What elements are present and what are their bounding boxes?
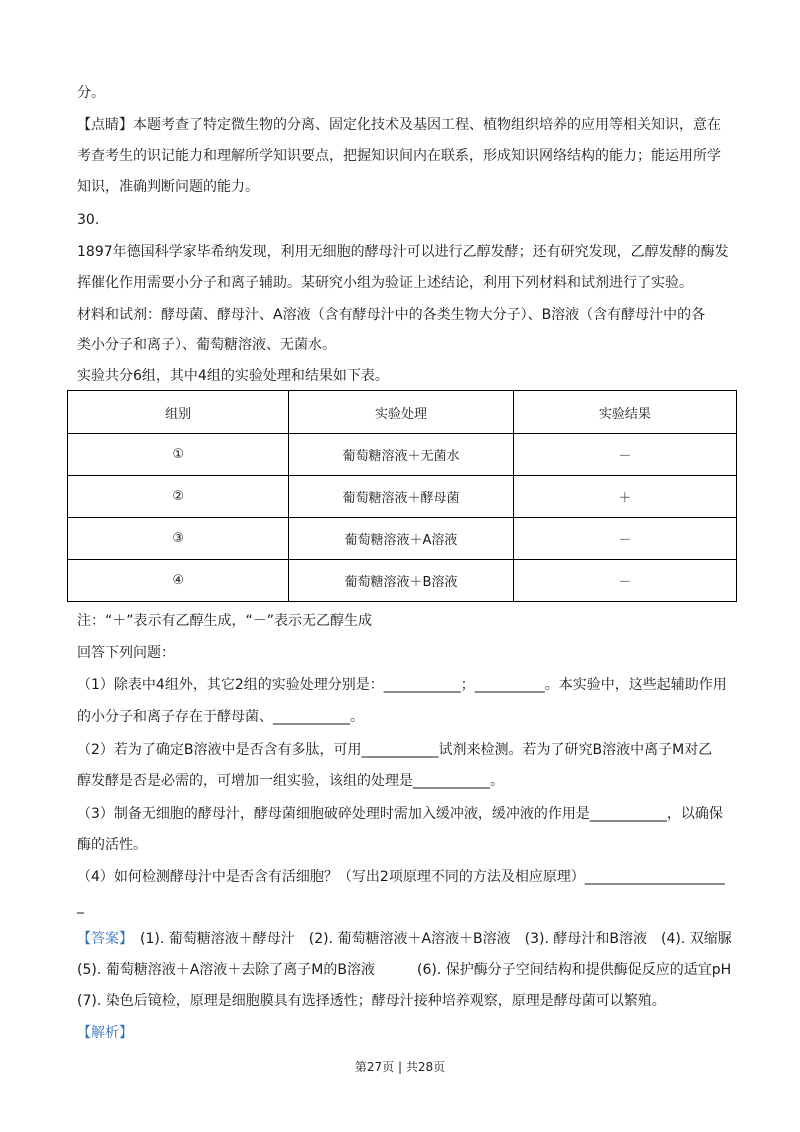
- cell-treatment: 葡萄糖溶液＋A溶液: [289, 518, 513, 560]
- materials-line-1: 材料和试剂：酵母菌、酵母汁、A溶液（含有酵母汁中的各类生物大分子）、B溶液（含有酵母汁中的各: [77, 307, 706, 323]
- subquestion-1-line-1: （1）除表中4组外，其它2组的实验处理分别是：___________；__________。本实验中，这些起辅助作用: [77, 677, 727, 693]
- subquestion-2-line-2: 醇发酵是否是必需的，可增加一组实验，该组的处理是___________。: [77, 773, 504, 789]
- line-1: 分。: [77, 85, 105, 101]
- table-row: [68, 560, 737, 602]
- dianjing-tag: 【点睛】: [77, 117, 133, 133]
- subquestion-2-line-1: （2）若为了确定B溶液中是否含有多肽，可用___________试剂来检测。若为了研究B溶液中离子M对乙: [77, 742, 713, 758]
- cell-group: ③: [68, 518, 289, 560]
- cell-group: ①: [68, 434, 289, 476]
- subquestion-3-line-2: 酶的活性。: [77, 837, 147, 853]
- table-row: [68, 434, 737, 476]
- cell-result: －: [513, 560, 736, 602]
- table-row: [68, 518, 737, 560]
- answer-line-3: (7). 染色后镜检，原理是细胞膜具有选择透性；酵母汁接种培养观察，原理是酵母菌可以繁殖。: [77, 993, 666, 1009]
- dianjing-paragraph-line-1: [77, 114, 740, 136]
- table-note: 注：“＋”表示有乙醇生成，“－”表示无乙醇生成: [77, 613, 373, 629]
- question-intro-line-1: 1897年德国科学家毕希纳发现，利用无细胞的酵母汁可以进行乙醇发酵；还有研究发现，乙醇发酵的酶发: [77, 244, 729, 260]
- answer-text-1: (1). 葡萄糖溶液＋酵母汁 (2). 葡萄糖溶液＋A溶液＋B溶液 (3). 酵母汁和B溶液 (4). 双缩脲: [140, 931, 732, 947]
- materials-line-2: 类小分子和离子）、葡萄糖溶液、无菌水。: [77, 337, 336, 353]
- subquestion-4-line-2: _: [77, 898, 84, 914]
- subquestion-1-line-2: 的小分子和离子存在于酵母菌、___________。: [77, 709, 364, 725]
- header-treatment: 实验处理: [289, 391, 513, 434]
- cell-result: －: [513, 518, 736, 560]
- cell-group: ②: [68, 476, 289, 518]
- answer-tag: 【答案】: [77, 931, 126, 947]
- header-group: 组别: [68, 391, 289, 434]
- cell-result: ＋: [513, 476, 736, 518]
- cell-treatment: 葡萄糖溶液＋无菌水: [289, 434, 513, 476]
- cell-group: ④: [68, 560, 289, 602]
- analysis-tag: 【解析】: [77, 1025, 133, 1041]
- question-intro-line-2: 挥催化作用需要小分子和离子辅助。某研究小组为验证上述结论，利用下列材料和试剂进行了实验。: [77, 275, 693, 291]
- answer-line-1: [77, 928, 740, 950]
- experiment-intro: 实验共分6组，其中4组的实验处理和结果如下表。: [77, 368, 389, 384]
- cell-treatment: 葡萄糖溶液＋B溶液: [289, 560, 513, 602]
- dianjing-text: 本题考查了特定微生物的分离、固定化技术及基因工程、植物组织培养的应用等相关知识，意在: [133, 117, 721, 133]
- dianjing-paragraph-line-2: 考查考生的识记能力和理解所学知识要点，把握知识间内在联系，形成知识网络结构的能力；能运用所学: [77, 148, 721, 164]
- answer-line-2: (5). 葡萄糖溶液＋A溶液＋去除了离子M的B溶液 (6). 保护酶分子空间结构和提供酶促反应的适宜pH: [77, 962, 732, 978]
- subquestion-3-line-1: （3）制备无细胞的酵母汁，酵母菌细胞破碎处理时需加入缓冲液，缓冲液的作用是___________，以确保: [77, 806, 723, 822]
- experiment-table: [67, 390, 737, 602]
- table-header-row: [68, 391, 737, 434]
- answer-prompt: 回答下列问题：: [77, 645, 175, 661]
- cell-treatment: 葡萄糖溶液＋酵母菌: [289, 476, 513, 518]
- header-result: 实验结果: [513, 391, 736, 434]
- page-footer: 第27页 | 共28页: [354, 1060, 446, 1074]
- subquestion-4-line-1: （4）如何检测酵母汁中是否含有活细胞？（写出2项原理不同的方法及相应原理）____________________: [77, 869, 725, 885]
- cell-result: －: [513, 434, 736, 476]
- question-number: 30.: [77, 212, 100, 228]
- dianjing-paragraph-line-3: 知识，准确判断问题的能力。: [77, 179, 259, 195]
- table-row: [68, 476, 737, 518]
